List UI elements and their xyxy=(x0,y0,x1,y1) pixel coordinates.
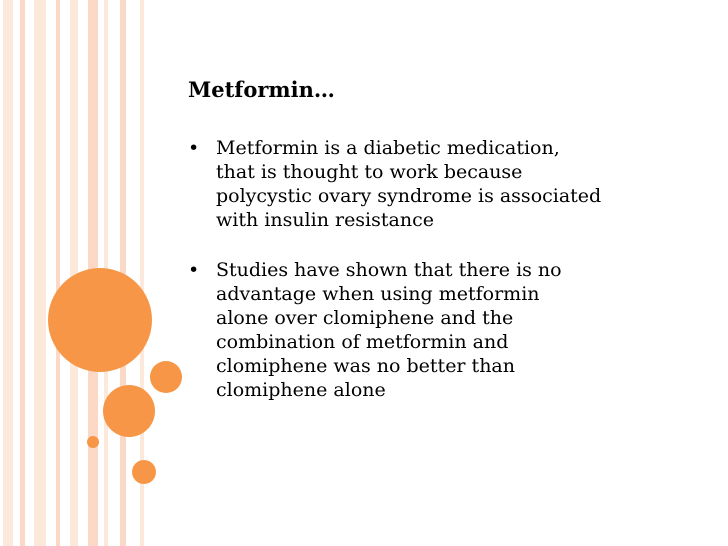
tiny-circle xyxy=(87,436,99,448)
bullet-marker: • xyxy=(188,259,200,281)
bullet-line: clomiphene alone xyxy=(216,379,386,401)
stripe xyxy=(3,0,13,546)
stripe xyxy=(34,0,46,546)
slide-title: Metformin… xyxy=(188,77,335,102)
bullet-list xyxy=(188,136,708,428)
decorative-stripes xyxy=(0,0,148,546)
bullet-line: combination of metformin and xyxy=(216,331,509,353)
stripe xyxy=(20,0,25,546)
bullet-line: that is thought to work because xyxy=(216,161,523,183)
small-circle xyxy=(150,361,182,393)
bullet-item xyxy=(188,258,708,402)
bullet-line: Studies have shown that there is no xyxy=(216,259,562,281)
bullet-item xyxy=(188,136,708,232)
bullet-line: alone over clomiphene and the xyxy=(216,307,514,329)
bullet-line: advantage when using metformin xyxy=(216,283,540,305)
bullet-line: with insulin resistance xyxy=(216,209,434,231)
bottom-small-circle xyxy=(132,460,156,484)
bullet-line: Metformin is a diabetic medication, xyxy=(216,137,560,159)
large-circle xyxy=(48,268,152,372)
bullet-marker: • xyxy=(188,137,200,159)
stripe xyxy=(56,0,60,546)
medium-circle xyxy=(103,385,155,437)
bullet-line: polycystic ovary syndrome is associated xyxy=(216,185,602,207)
bullet-line: clomiphene was no better than xyxy=(216,355,515,377)
